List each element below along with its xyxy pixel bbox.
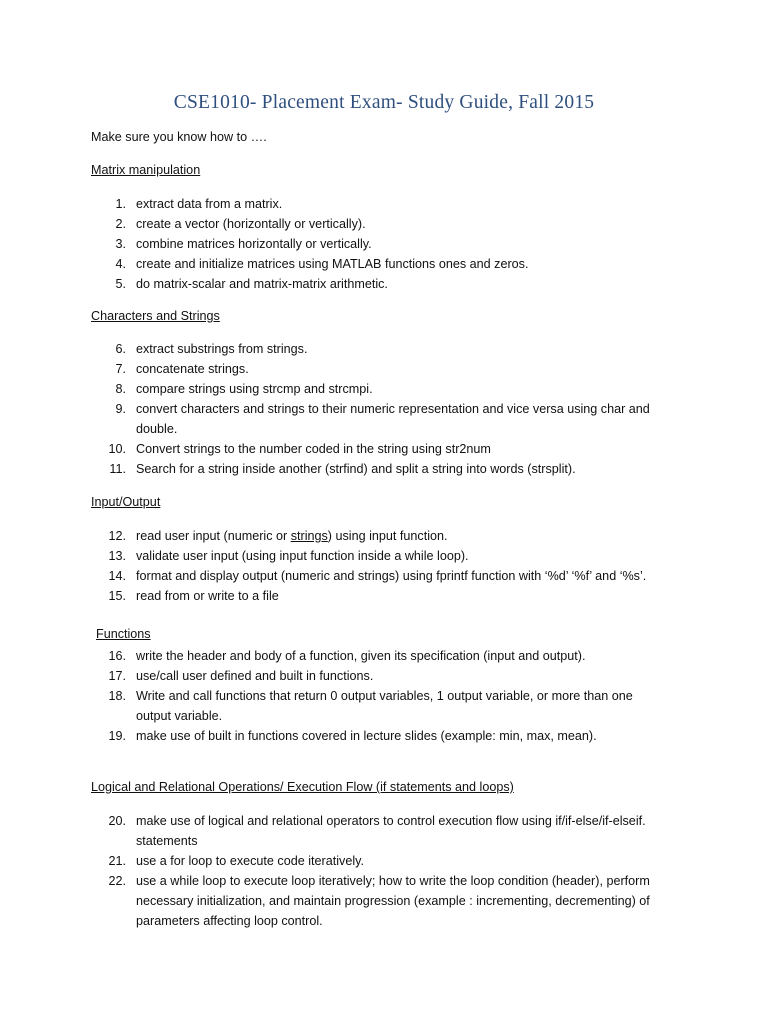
- item-text: extract substrings from strings.: [136, 342, 308, 356]
- item-number: 8.: [115, 382, 126, 396]
- item-text: make use of logical and relational operators to control execution flow using if/if-else/if-elseif.: [136, 814, 646, 828]
- item-text: output variable.: [136, 709, 223, 723]
- item-text-part: ) using input function.: [327, 529, 448, 543]
- item-number: 6.: [115, 342, 126, 356]
- item-text: use a for loop to execute code iteratively.: [136, 854, 364, 868]
- item-number: 16.: [108, 649, 126, 663]
- item-text: validate user input (using input function inside a while loop).: [136, 549, 469, 563]
- section-heading-strings: Characters and Strings: [91, 309, 220, 323]
- item-text: format and display output (numeric and strings) using fprintf function with ‘%d’ ‘%f’ and ‘%s’.: [136, 569, 647, 583]
- section-heading-functions: Functions: [96, 627, 151, 641]
- item-text: Convert strings to the number coded in the string using str2num: [136, 442, 491, 456]
- item-text: create a vector (horizontally or vertically).: [136, 217, 366, 231]
- item-text: statements: [136, 834, 198, 848]
- item-number: 5.: [115, 277, 126, 291]
- item-text: double.: [136, 422, 178, 436]
- item-text: do matrix-scalar and matrix-matrix arithmetic.: [136, 277, 388, 291]
- item-text: Write and call functions that return 0 output variables, 1 output variable, or more than one: [136, 689, 633, 703]
- item-number: 15.: [108, 589, 126, 603]
- item-text: Search for a string inside another (strfind) and split a string into words (strsplit).: [136, 462, 576, 476]
- item-number: 19.: [108, 729, 126, 743]
- item-text: write the header and body of a function, given its specification (input and output).: [136, 649, 586, 663]
- item-text-part: read user input (numeric or: [136, 529, 291, 543]
- item-number: 7.: [115, 362, 126, 376]
- item-number: 21.: [108, 854, 126, 868]
- document-title: CSE1010- Placement Exam- Study Guide, Fall 2015: [173, 92, 595, 113]
- item-number: 14.: [108, 569, 126, 583]
- item-text: concatenate strings.: [136, 362, 249, 376]
- item-number: 17.: [108, 669, 126, 683]
- item-text: create and initialize matrices using MATLAB functions ones and zeros.: [136, 257, 529, 271]
- intro-text: Make sure you know how to ….: [91, 130, 267, 144]
- item-number: 22.: [108, 874, 126, 888]
- item-number: 4.: [115, 257, 126, 271]
- item-text: convert characters and strings to their numeric representation and vice versa using char and: [136, 402, 650, 416]
- item-number: 9.: [115, 402, 126, 416]
- section-heading-io: Input/Output: [91, 495, 161, 509]
- item-text: necessary initialization, and maintain progression (example : incrementing, decrementing) of: [136, 894, 650, 908]
- item-text: combine matrices horizontally or vertically.: [136, 237, 372, 251]
- item-text: read from or write to a file: [136, 589, 279, 603]
- item-text: use/call user defined and built in functions.: [136, 669, 374, 683]
- section-heading-logic: Logical and Relational Operations/ Execution Flow (if statements and loops): [91, 780, 514, 794]
- item-number: 2.: [115, 217, 126, 231]
- item-number: 1.: [115, 197, 126, 211]
- item-number: 20.: [108, 814, 126, 828]
- item-number: 12.: [108, 529, 126, 543]
- item-number: 13.: [108, 549, 126, 563]
- item-text: use a while loop to execute loop iteratively; how to write the loop condition (header), perform: [136, 874, 650, 888]
- item-text: [136, 526, 676, 546]
- item-text: parameters affecting loop control.: [136, 914, 323, 928]
- item-number: 3.: [115, 237, 126, 251]
- item-text: make use of built in functions covered in lecture slides (example: min, max, mean).: [136, 729, 597, 743]
- item-number: 18.: [108, 689, 126, 703]
- section-heading-matrix: Matrix manipulation: [91, 163, 201, 177]
- item-text: compare strings using strcmp and strcmpi.: [136, 382, 373, 396]
- item-number: 11.: [109, 462, 126, 476]
- item-number: 10.: [108, 442, 126, 456]
- item-text-underlined: strings: [290, 529, 328, 543]
- item-text: extract data from a matrix.: [136, 197, 283, 211]
